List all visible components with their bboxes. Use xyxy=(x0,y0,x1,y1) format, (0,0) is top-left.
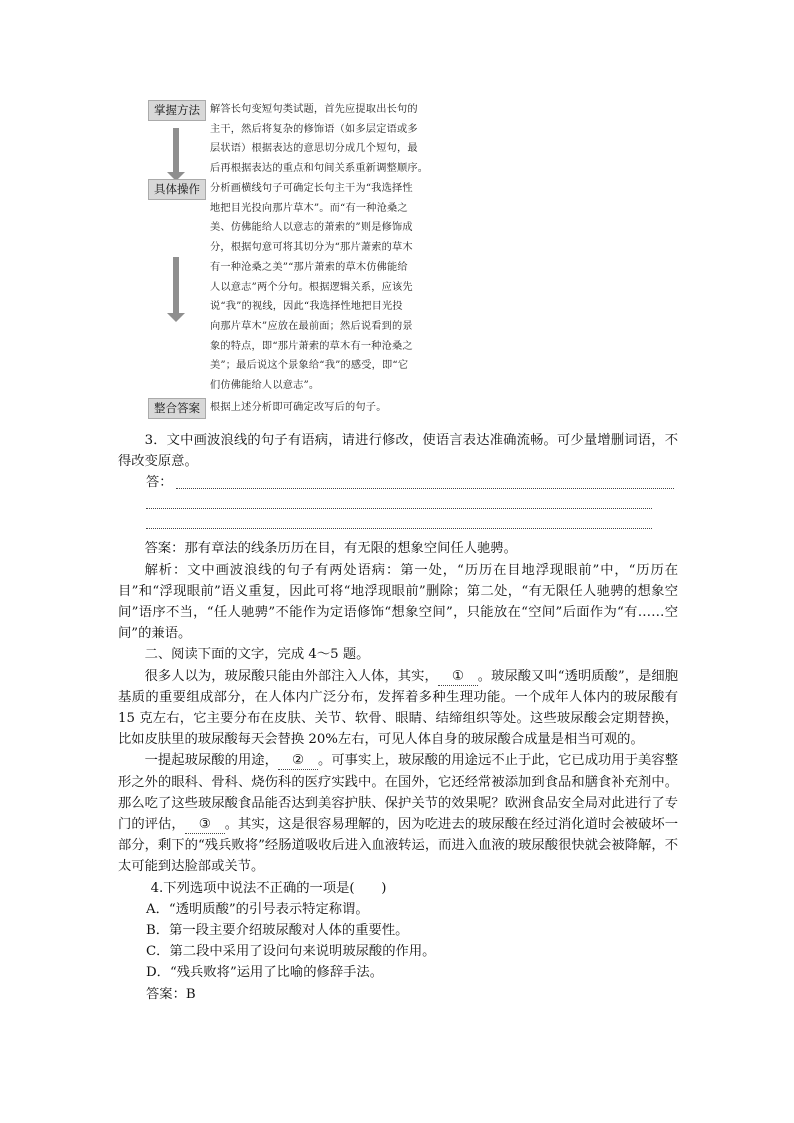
step-line: 象的特点，即“那片萧索的草木有一种沧桑之 xyxy=(210,340,413,352)
step-line: 人以意志”两个分句。根据逻辑关系，应该先 xyxy=(210,281,413,293)
q4-option-a: A．“透明质酸”的引号表示特定称谓。 xyxy=(146,901,369,917)
step-line: 层状语）根据表达的意思切分成几个短句，最 xyxy=(210,143,418,155)
q3-analysis: 解析：文中画波浪线的句子有两处语病：第一处，“历历在目地浮现眼前”中，“历历在目”和“浮现眼前”语义重复，因此可将“地浮现眼前”删除；第二处，“有无限任人驰骋的想象空间”语序不当，“任人驰骋”不能作为定语修饰“想象空间”，只能放在“空间”后面作为“有……空间”的兼语。 xyxy=(118,562,678,642)
down-arrow-icon xyxy=(171,128,181,180)
step-label: 掌握方法 xyxy=(148,100,206,121)
fill-blank-1[interactable]: ① xyxy=(438,668,478,686)
step-line: 美、仿佛能给人以意志的萧索的”则是修饰成 xyxy=(210,222,413,234)
answer-line[interactable] xyxy=(146,508,652,509)
fill-blank-3[interactable]: ③ xyxy=(185,816,225,834)
passage-text: 一提起玻尿酸的用途， xyxy=(144,753,278,769)
step-label: 具体操作 xyxy=(148,179,206,200)
step-line: 向那片草木”应放在最前面；然后说看到的景 xyxy=(210,320,413,332)
q4-option-b: B．第一段主要介绍玻尿酸对人体的重要性。 xyxy=(146,923,409,939)
answer-prompt: 答： xyxy=(146,475,173,491)
answer-line[interactable] xyxy=(146,528,652,529)
passage-paragraph-2 xyxy=(118,750,678,877)
step-line: 美”；最后说这个景象给“我”的感受，即“它 xyxy=(210,360,409,372)
section-heading: 二、阅读下面的文字，完成 4～5 题。 xyxy=(144,647,370,663)
step-line: 地把目光投向那片草木”。而“有一种沧桑之 xyxy=(210,202,408,214)
answer-area xyxy=(118,494,678,516)
q4-question: 4.下列选项中说法不正确的一项是( ) xyxy=(150,880,387,896)
step-text xyxy=(210,398,448,418)
step-line: 主干，然后将复杂的修饰语（如多层定语或多 xyxy=(210,123,418,135)
step-line: 说“我”的视线，因此“我选择性地把目光投 xyxy=(210,301,403,313)
step-label: 整合答案 xyxy=(148,398,206,419)
q3-answer: 答案：那有章法的线条历历在目，有无限的想象空间任人驰骋。 xyxy=(144,541,517,557)
passage-text: 。可事实上，玻尿酸的用途远不止于此，它已成功用于美容整形之外的眼科、骨科、烧伤科的医疗实践中。在国外，它还经常被添加到食品和膳食补充剂中。那么吃了这些玻尿酸食品能否达到美容护肤、保护关节的效果呢？欧洲食品安全局对此进行了专门的评估， xyxy=(118,753,679,833)
step-line: 根据上述分析即可确定改写后的句子。 xyxy=(210,402,387,413)
answer-line[interactable] xyxy=(176,488,674,489)
main-content xyxy=(118,430,678,1005)
answer-area xyxy=(118,472,678,494)
step-line: 们仿佛能给人以意志”。 xyxy=(210,380,320,392)
step-line: 分，根据句意可将其切分为“那片萧索的草木 xyxy=(210,242,413,254)
q4-option-c: C．第二段中采用了设问句来说明玻尿酸的作用。 xyxy=(146,944,436,960)
step-line: 解答长句变短句类试题，首先应提取出长句的 xyxy=(210,104,418,115)
q4-option-d: D．“残兵败将”运用了比喻的修辞手法。 xyxy=(146,965,384,981)
passage-text: 很多人以为，玻尿酸只能由外部注入人体，其实， xyxy=(144,668,438,684)
passage-text: 。玻尿酸又叫“透明质酸”，是细胞基质的重要组成部分，在人体内广泛分布，发挥着多种生理功能。一个成年人体内的玻尿酸有 15 克左右，它主要分布在皮肤、关节、软骨、眼睛、结缔组织等处。这些玻尿酸会定期替换，比如皮肤里的玻尿酸每天会替换 20%左右，可见人体自身的玻尿酸合成量是相当可观的。 xyxy=(118,668,678,748)
q3-question: 3．文中画波浪线的句子有语病，请进行修改，使语言表达准确流畅。可少量增删词语，不得改变原意。 xyxy=(118,433,678,470)
q4-answer: 答案：B xyxy=(146,986,196,1002)
step-line: 分析画横线句子可确定长句主干为“我选择性 xyxy=(210,183,413,194)
passage-paragraph-1 xyxy=(118,666,678,751)
step-line: 有一种沧桑之美”“那片萧索的草木仿佛能给 xyxy=(210,261,408,273)
step-line: 后再根据表达的重点和句间关系重新调整顺序。 xyxy=(210,163,429,175)
step-text xyxy=(210,100,448,179)
fill-blank-2[interactable]: ② xyxy=(278,752,318,770)
answer-area xyxy=(118,516,678,538)
passage-text: 。其实，这是很容易理解的，因为吃进去的玻尿酸在经过消化道时会被破坏一部分，剩下的“残兵败将”经肠道吸收后进入血液转运，而进入血液的玻尿酸很快就会被降解，不太可能到达脸部或关节。 xyxy=(118,817,679,875)
step-text xyxy=(210,179,448,396)
down-arrow-icon xyxy=(171,257,181,323)
